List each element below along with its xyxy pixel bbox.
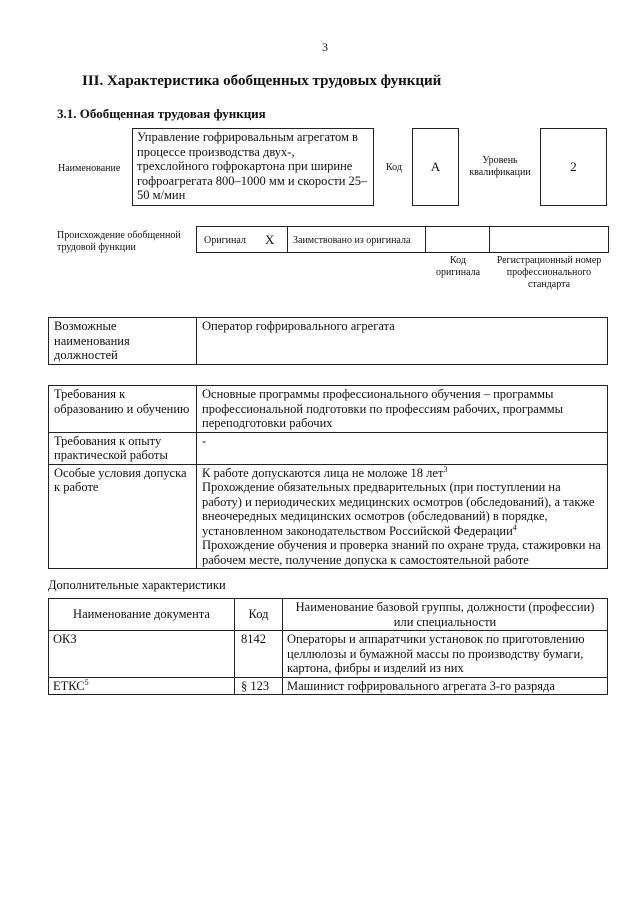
table-row bbox=[49, 631, 608, 678]
page-number: 3 bbox=[322, 40, 328, 54]
doc-name: ЕТКС bbox=[53, 678, 85, 693]
name-value: Управление гофрировальным агрегатом в процессе производства двух-, трехслойного гофрокартона при ширине гофроагрегата 800–1000 мм и скорости 25–50 м/мин bbox=[137, 130, 368, 202]
level-value: 2 bbox=[570, 159, 577, 174]
subsection-title: 3.1. Обобщенная трудовая функция bbox=[57, 106, 266, 121]
requirement-line: К работе допускаются лица не моложе 18 лет bbox=[202, 465, 444, 480]
doc-group-name: Машинист гофрировального агрегата 3-го разряда bbox=[287, 678, 555, 693]
doc-code: 8142 bbox=[241, 632, 266, 646]
requirement-value: Основные программы профессионального обучения – программы профессиональной подготовки по профессиям рабочих, программы переподготовки рабочих bbox=[202, 387, 564, 430]
requirement-value: - bbox=[202, 433, 207, 448]
table-header-row bbox=[49, 599, 608, 631]
column-header: Наименование документа bbox=[73, 607, 210, 622]
requirement-row bbox=[49, 464, 608, 569]
code-caption: Код оригинала bbox=[435, 255, 481, 278]
requirement-line: Прохождение обязательных предварительных (при поступлении на работу) и периодических медицинских осмотров (обследований), а также внеочередных медицинских осмотров (обследований) в порядке, установленном законодательством Российской Федерации bbox=[202, 480, 595, 538]
column-header: Наименование базовой группы, должности (профессии) или специальности bbox=[295, 600, 595, 629]
level-label: Уровень квалификации bbox=[469, 155, 531, 178]
original-label: Оригинал bbox=[204, 235, 246, 246]
positions-label: Возможные наименования должностей bbox=[54, 319, 130, 362]
footnote-mark: 4 bbox=[512, 522, 517, 532]
level-value-box bbox=[540, 128, 607, 206]
requirement-label: Требования к образованию и обучению bbox=[54, 387, 190, 416]
column-header: Код bbox=[248, 607, 269, 622]
doc-name: ОКЗ bbox=[53, 632, 77, 646]
requirements-table bbox=[48, 385, 608, 569]
origin-label: Происхождение обобщенной трудовой функции bbox=[57, 230, 181, 253]
reg-caption: Регистрационный номер профессионального стандарта bbox=[496, 255, 602, 290]
requirement-label: Особые условия допуска к работе bbox=[54, 465, 187, 494]
doc-group-name: Операторы и аппаратчики установок по приготовлению целлюлозы и бумажной массы по производству бумаги, картона, фибры и изделий из них bbox=[287, 632, 585, 675]
additional-table bbox=[48, 598, 608, 695]
code-value: А bbox=[430, 159, 441, 174]
table-row bbox=[49, 677, 608, 695]
footnote-mark: 5 bbox=[84, 677, 89, 687]
code-value-box bbox=[412, 128, 459, 206]
requirement-row bbox=[49, 386, 608, 433]
doc-code: § 123 bbox=[241, 678, 270, 693]
original-mark: X bbox=[265, 232, 275, 247]
name-value-box bbox=[132, 128, 374, 206]
requirement-row bbox=[49, 432, 608, 464]
requirement-label: Требования к опыту практической работы bbox=[54, 433, 168, 462]
positions-value: Оператор гофрировального агрегата bbox=[202, 319, 395, 333]
additional-title: Дополнительные характеристики bbox=[48, 578, 226, 592]
name-label: Наименование bbox=[58, 163, 121, 174]
footnote-mark: 3 bbox=[443, 464, 448, 474]
origin-row bbox=[196, 226, 609, 253]
borrowed-label: Заимствовано из оригинала bbox=[293, 235, 411, 246]
requirement-line: Прохождение обучения и проверка знаний по охране труда, стажировки на рабочем месте, получение допуска к самостоятельной работе bbox=[202, 538, 601, 567]
code-label: Код bbox=[386, 162, 402, 173]
positions-table bbox=[48, 317, 608, 365]
section-title: III. Характеристика обобщенных трудовых функций bbox=[82, 73, 442, 89]
